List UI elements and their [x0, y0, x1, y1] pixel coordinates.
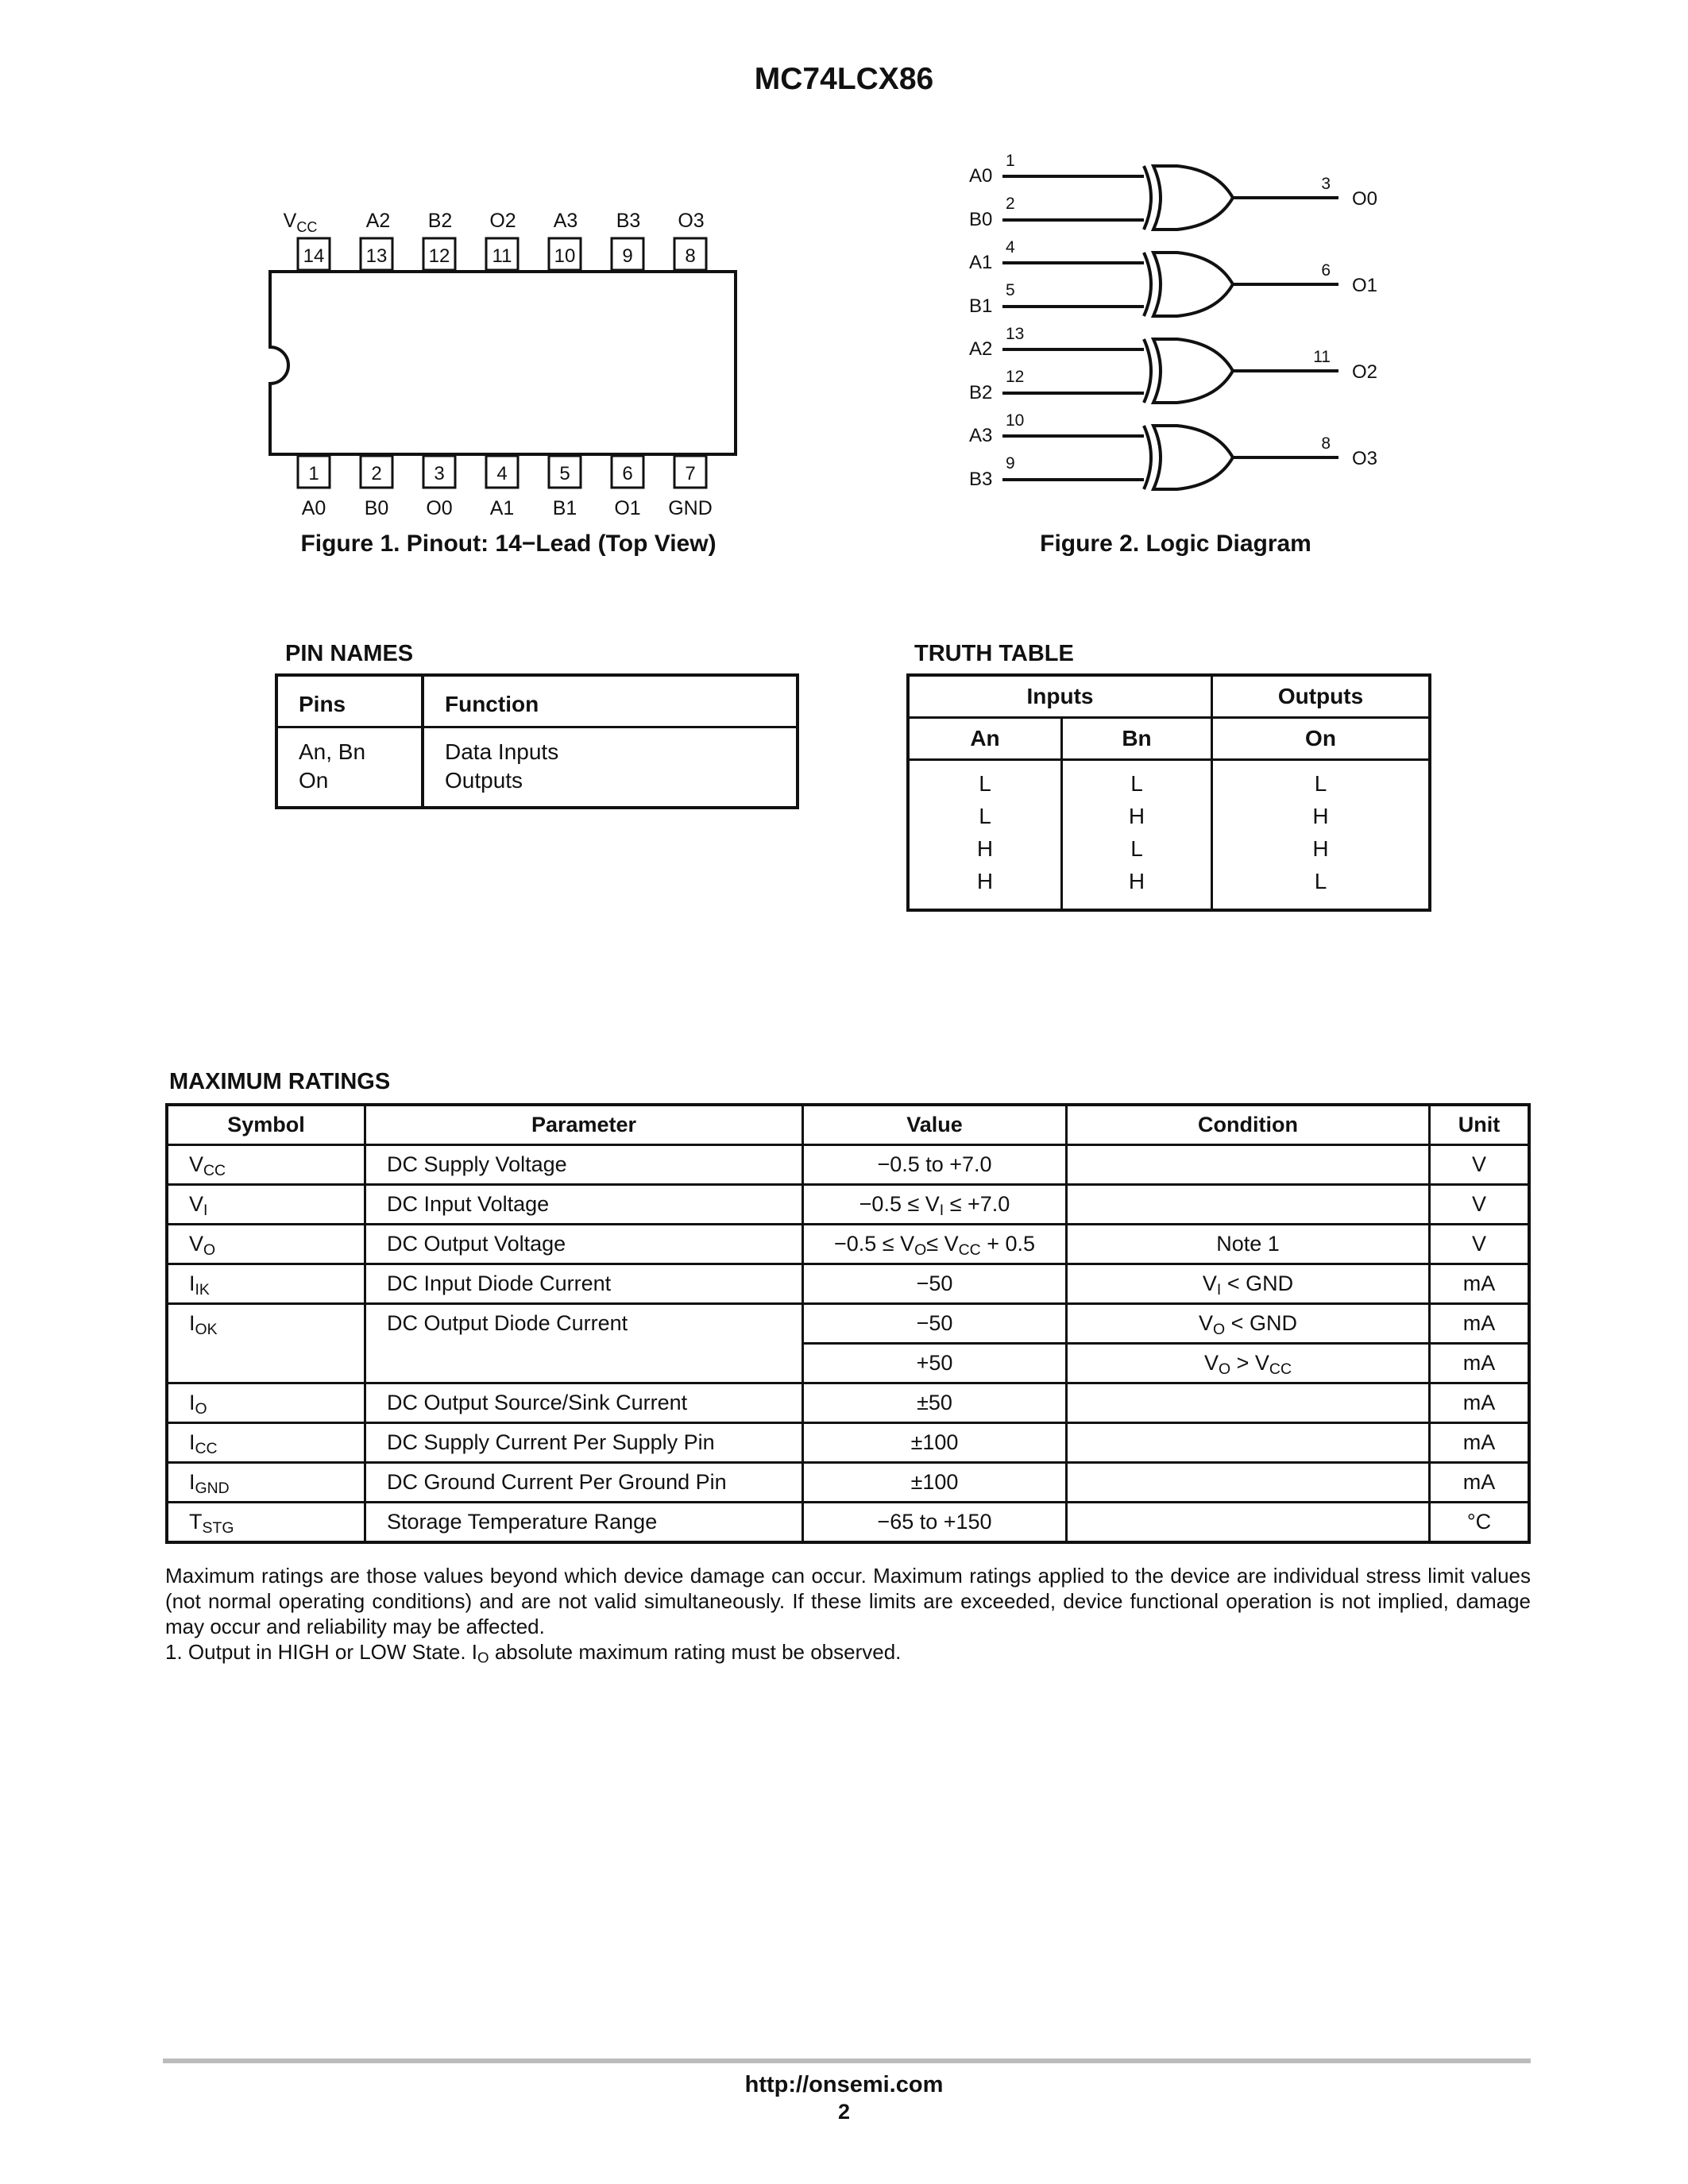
unit-cell: mA	[1430, 1463, 1530, 1503]
condition-cell	[1067, 1463, 1430, 1503]
input-label: A2	[969, 338, 993, 360]
output-label: O2	[1352, 361, 1378, 383]
cell: L	[1130, 771, 1143, 796]
unit-cell: V	[1430, 1145, 1530, 1185]
condition-cell: Note 1	[1067, 1225, 1430, 1264]
col-header: Function	[423, 675, 798, 727]
symbol-cell: $I_O$	[167, 1383, 365, 1423]
top-pin-label: A2	[365, 210, 391, 232]
bottom-pin-label: O1	[614, 497, 641, 519]
bottom-pin-label: O0	[426, 497, 453, 519]
cell: H	[976, 836, 994, 861]
pin-number: 3	[1321, 175, 1331, 193]
logic-diagram	[953, 143, 1398, 492]
symbol-cell: $V_{CC}$	[167, 1145, 365, 1185]
top-pin-number: 9	[622, 245, 633, 267]
pin-name: On	[299, 768, 329, 793]
unit-cell: V	[1430, 1185, 1530, 1225]
pin-names-title: PIN NAMES	[285, 641, 414, 666]
pin-names-table	[275, 673, 799, 809]
col-header: An	[908, 718, 1062, 760]
top-pin-number: 14	[303, 245, 325, 267]
symbol-cell: $I_{CC}$	[167, 1423, 365, 1463]
top-pin-label: B3	[616, 210, 641, 232]
pin-number: 9	[1006, 454, 1015, 473]
bottom-pin-number: 3	[434, 463, 445, 484]
symbol-cell: $I_{IK}$	[167, 1264, 365, 1304]
table-row	[167, 1145, 1529, 1185]
condition-cell	[1067, 1423, 1430, 1463]
pin-number: 10	[1006, 411, 1025, 430]
col-header: Pins	[276, 675, 423, 727]
top-pin-label: B2	[427, 210, 453, 232]
table-row	[167, 1225, 1529, 1264]
bottom-pin-number: 7	[685, 463, 696, 484]
figure-1-caption: Figure 1. Pinout: 14−Lead (Top View)	[300, 531, 717, 557]
table-row	[167, 1383, 1529, 1423]
footer-url-link[interactable]: http://onsemi.com	[744, 2072, 944, 2097]
bottom-pin-number: 2	[371, 463, 382, 484]
col-header: Value	[803, 1105, 1067, 1145]
pin-function: Data Inputs	[445, 739, 559, 764]
top-pin-number: 12	[428, 245, 450, 267]
table-row	[276, 727, 798, 808]
xor-gate	[1144, 253, 1151, 316]
value-cell: $-0.5 \le V_O\le V_{CC} + 0.5$	[803, 1225, 1067, 1264]
footer-divider	[163, 2059, 1531, 2063]
inputs-header: Inputs	[908, 675, 1212, 718]
col-header: Parameter	[365, 1105, 803, 1145]
value-cell: +50	[803, 1344, 1067, 1383]
condition-cell	[1067, 1145, 1430, 1185]
value-cell: −0.5 to +7.0	[803, 1145, 1067, 1185]
bottom-pin-label: B0	[364, 497, 389, 519]
pin-number: 6	[1321, 261, 1331, 280]
col-header: Bn	[1062, 718, 1212, 760]
bottom-pin-number: 6	[622, 463, 633, 484]
pin-number: 8	[1321, 434, 1331, 453]
top-pin-label: O3	[678, 210, 705, 232]
max-ratings-table	[165, 1103, 1531, 1544]
parameter-cell: DC Output Voltage	[365, 1225, 803, 1264]
unit-cell: °C	[1430, 1503, 1530, 1543]
pin-number: 5	[1006, 281, 1015, 299]
ic-body	[270, 272, 736, 454]
symbol-cell: $V_I$	[167, 1185, 365, 1225]
top-pin-number: 13	[365, 245, 388, 267]
cell: H	[1312, 836, 1329, 861]
unit-cell: mA	[1430, 1423, 1530, 1463]
outputs-header: Outputs	[1212, 675, 1431, 718]
pin-number: 13	[1006, 325, 1025, 343]
bottom-pin-number: 1	[308, 463, 319, 484]
pin-number: 1	[1006, 152, 1015, 170]
table-row	[167, 1304, 1529, 1344]
table-row	[167, 1463, 1529, 1503]
unit-cell: mA	[1430, 1383, 1530, 1423]
pin-number: 12	[1006, 368, 1025, 386]
cell: H	[1128, 804, 1145, 828]
input-label: B3	[969, 469, 993, 490]
unit-cell: mA	[1430, 1344, 1530, 1383]
unit-cell: mA	[1430, 1264, 1530, 1304]
condition-cell: $V_O$ < GND	[1067, 1304, 1430, 1344]
parameter-cell: DC Input Voltage	[365, 1185, 803, 1225]
bottom-pin-label: A0	[301, 497, 326, 519]
page-number: 2	[837, 2100, 851, 2124]
col-header: On	[1212, 718, 1431, 760]
bottom-pin-label: A1	[489, 497, 515, 519]
input-label: A3	[969, 425, 993, 446]
top-pin-number: 8	[685, 245, 696, 267]
vcc-label: $V_{CC}$	[283, 210, 318, 235]
value-cell: ±100	[803, 1423, 1067, 1463]
value-cell: −50	[803, 1304, 1067, 1344]
output-label: O3	[1352, 448, 1378, 469]
value-cell: $-0.5 \le V_I \le +7.0$	[803, 1185, 1067, 1225]
cell: L	[1314, 869, 1327, 893]
value-cell: ±50	[803, 1383, 1067, 1423]
cell: L	[979, 771, 991, 796]
parameter-cell: DC Input Diode Current	[365, 1264, 803, 1304]
pin-number: 2	[1006, 195, 1015, 213]
truth-table	[906, 673, 1431, 912]
output-label: O0	[1352, 188, 1378, 210]
symbol-cell: $I_{OK}$	[167, 1304, 365, 1383]
condition-cell: $V_I$ < GND	[1067, 1264, 1430, 1304]
xor-gate	[1144, 339, 1151, 403]
cell: H	[1312, 804, 1329, 828]
output-label: O1	[1352, 275, 1378, 296]
col-header: Condition	[1067, 1105, 1430, 1145]
cell: L	[1130, 836, 1143, 861]
condition-cell	[1067, 1503, 1430, 1543]
input-label: B0	[969, 209, 993, 230]
max-ratings-title: MAXIMUM RATINGS	[169, 1069, 391, 1094]
table-row	[167, 1503, 1529, 1543]
col-header: Symbol	[167, 1105, 365, 1145]
condition-cell	[1067, 1185, 1430, 1225]
unit-cell: V	[1430, 1225, 1530, 1264]
cell: L	[1314, 771, 1327, 796]
cell: L	[979, 804, 991, 828]
pin-function: Outputs	[445, 768, 523, 793]
input-label: B2	[969, 382, 993, 403]
table-row	[167, 1264, 1529, 1304]
xor-gate	[1144, 166, 1151, 230]
xor-gate	[1144, 426, 1151, 489]
input-label: B1	[969, 295, 993, 317]
value-cell: −50	[803, 1264, 1067, 1304]
table-row	[908, 760, 1430, 911]
col-header: Unit	[1430, 1105, 1530, 1145]
symbol-cell: $V_O$	[167, 1225, 365, 1264]
top-pin-label: O2	[489, 210, 516, 232]
input-label: A0	[969, 165, 993, 187]
pin-number: 11	[1313, 348, 1331, 366]
table-row	[167, 1185, 1529, 1225]
bottom-pin-label: B1	[552, 497, 577, 519]
pin-number: 4	[1006, 238, 1015, 257]
unit-cell: mA	[1430, 1304, 1530, 1344]
symbol-cell: $I_{GND}$	[167, 1463, 365, 1503]
top-pin-number: 10	[554, 245, 576, 267]
page-title: MC74LCX86	[754, 62, 934, 96]
bottom-pin-number: 4	[496, 463, 508, 484]
parameter-cell: DC Output Diode Current	[365, 1304, 803, 1383]
bottom-pin-number: 5	[559, 463, 570, 484]
figure-2-caption: Figure 2. Logic Diagram	[1040, 531, 1311, 557]
pinout-diagram	[262, 199, 755, 524]
cell: H	[976, 869, 994, 893]
symbol-cell: $T_{STG}$	[167, 1503, 365, 1543]
cell: H	[1128, 869, 1145, 893]
parameter-cell: DC Supply Voltage	[365, 1145, 803, 1185]
condition-cell: $V_O > V_{CC}$	[1067, 1344, 1430, 1383]
value-cell: ±100	[803, 1463, 1067, 1503]
condition-cell	[1067, 1383, 1430, 1423]
input-label: A1	[969, 252, 993, 273]
parameter-cell: Storage Temperature Range	[365, 1503, 803, 1543]
top-pin-number: 11	[492, 245, 512, 267]
note-1: 1. Output in HIGH or LOW State. $I_O$ absolute maximum rating must be observed.	[165, 1640, 902, 1666]
value-cell: −65 to +150	[803, 1503, 1067, 1543]
truth-table-title: TRUTH TABLE	[914, 641, 1074, 666]
table-row	[167, 1423, 1529, 1463]
parameter-cell: DC Ground Current Per Ground Pin	[365, 1463, 803, 1503]
bottom-pin-label: GND	[668, 497, 713, 519]
max-ratings-note	[165, 1563, 1531, 1665]
note-text: Maximum ratings are those values beyond which device damage can occur. Maximum ratings applied to the device are individual stress limit values (not normal operating conditions) and are not valid simultaneously. If these limits are exceeded, device functional operation is not implied, damage may occur and reliability may be affected.	[165, 1564, 1531, 1638]
top-pin-label: A3	[553, 210, 578, 232]
pin-name: An, Bn	[299, 739, 366, 764]
parameter-cell: DC Output Source/Sink Current	[365, 1383, 803, 1423]
parameter-cell: DC Supply Current Per Supply Pin	[365, 1423, 803, 1463]
